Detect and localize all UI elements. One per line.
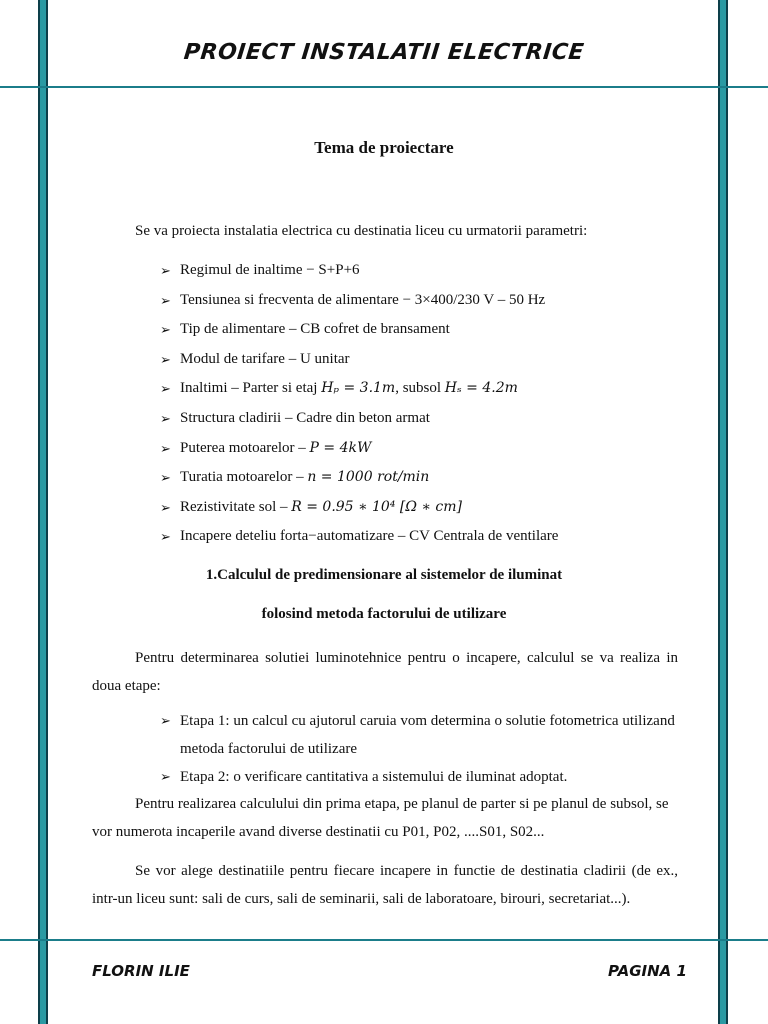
list-item: ➢ Rezistivitate sol – R = 0.95 ∗ 10⁴ [Ω ∗ cm] [160, 493, 700, 523]
list-item: ➢ Tensiunea si frecventa de alimentare − 3×400/230 V – 50 Hz [160, 286, 700, 316]
intro-paragraph: Se va proiecta instalatia electrica cu destinatia liceu cu urmatorii parametri: [135, 223, 588, 239]
arrow-bullet-icon: ➢ [160, 410, 171, 426]
list-item: ➢ Inaltimi – Parter si etaj Hₚ = 3.1m, subsol Hₛ = 4.2m [160, 374, 700, 404]
page-title: Tema de proiectare [314, 138, 454, 157]
arrow-bullet-icon: ➢ [160, 499, 171, 515]
arrow-bullet-icon: ➢ [160, 351, 171, 367]
etape-list [160, 707, 690, 791]
paragraph-etape-intro: Pentru determinarea solutiei luminotehnice pentru o incapere, calculul se va realiza in doua etape: [92, 650, 678, 694]
list-item: ➢ Tip de alimentare – CB cofret de bransament [160, 315, 700, 345]
footer-page-number: PAGINA 1 [608, 962, 687, 980]
arrow-bullet-icon: ➢ [160, 769, 171, 784]
section-heading-line2: folosind metoda factorului de utilizare [261, 606, 507, 622]
parameter-list [160, 256, 700, 552]
arrow-bullet-icon: ➢ [160, 713, 171, 728]
list-item: ➢ Turatia motoarelor – n = 1000 rot/min [160, 463, 700, 493]
list-item: ➢ Puterea motoarelor – P = 4kW [160, 434, 700, 464]
arrow-bullet-icon: ➢ [160, 470, 171, 486]
arrow-bullet-icon: ➢ [160, 292, 171, 308]
list-item: ➢ Etapa 1: un calcul cu ajutorul caruia vom determina o solutie fotometrica utilizand metoda factorului de utilizare [160, 707, 690, 763]
arrow-bullet-icon: ➢ [160, 440, 171, 456]
arrow-bullet-icon: ➢ [160, 263, 171, 278]
section-heading-line1: 1.Calculul de predimensionare al sistemelor de iluminat [205, 567, 563, 583]
list-item: ➢ Etapa 2: o verificare cantitativa a sistemului de iluminat adoptat. [160, 763, 690, 791]
list-item: ➢ Incapere deteliu forta−automatizare – CV Centrala de ventilare [160, 522, 700, 552]
list-item: ➢ Regimul de inaltime − S+P+6 [160, 256, 700, 286]
header-title: PROIECT INSTALATII ELECTRICE [182, 40, 586, 65]
arrow-bullet-icon: ➢ [160, 381, 171, 397]
footer-author: FLORIN ILIE [92, 962, 190, 980]
list-item: ➢ Modul de tarifare – U unitar [160, 345, 700, 375]
paragraph-destinatii: Se vor alege destinatiile pentru fiecare incapere in functie de destinatia cladirii (de ex., intr-un liceu sunt: sali de curs, sali de seminarii, sali de laboratoare, birouri, secretariat...). [92, 863, 678, 907]
arrow-bullet-icon: ➢ [160, 529, 171, 545]
paragraph-numerotare: Pentru realizarea calculului din prima etapa, pe planul de parter si pe planul de subsol, se vor numerota incaperile avand diverse destinatii cu P01, P02, ....S01, S02... [92, 796, 669, 840]
arrow-bullet-icon: ➢ [160, 322, 171, 338]
list-item: ➢ Structura cladirii – Cadre din beton armat [160, 404, 700, 434]
header-rule [0, 86, 768, 88]
footer-rule [0, 939, 768, 941]
